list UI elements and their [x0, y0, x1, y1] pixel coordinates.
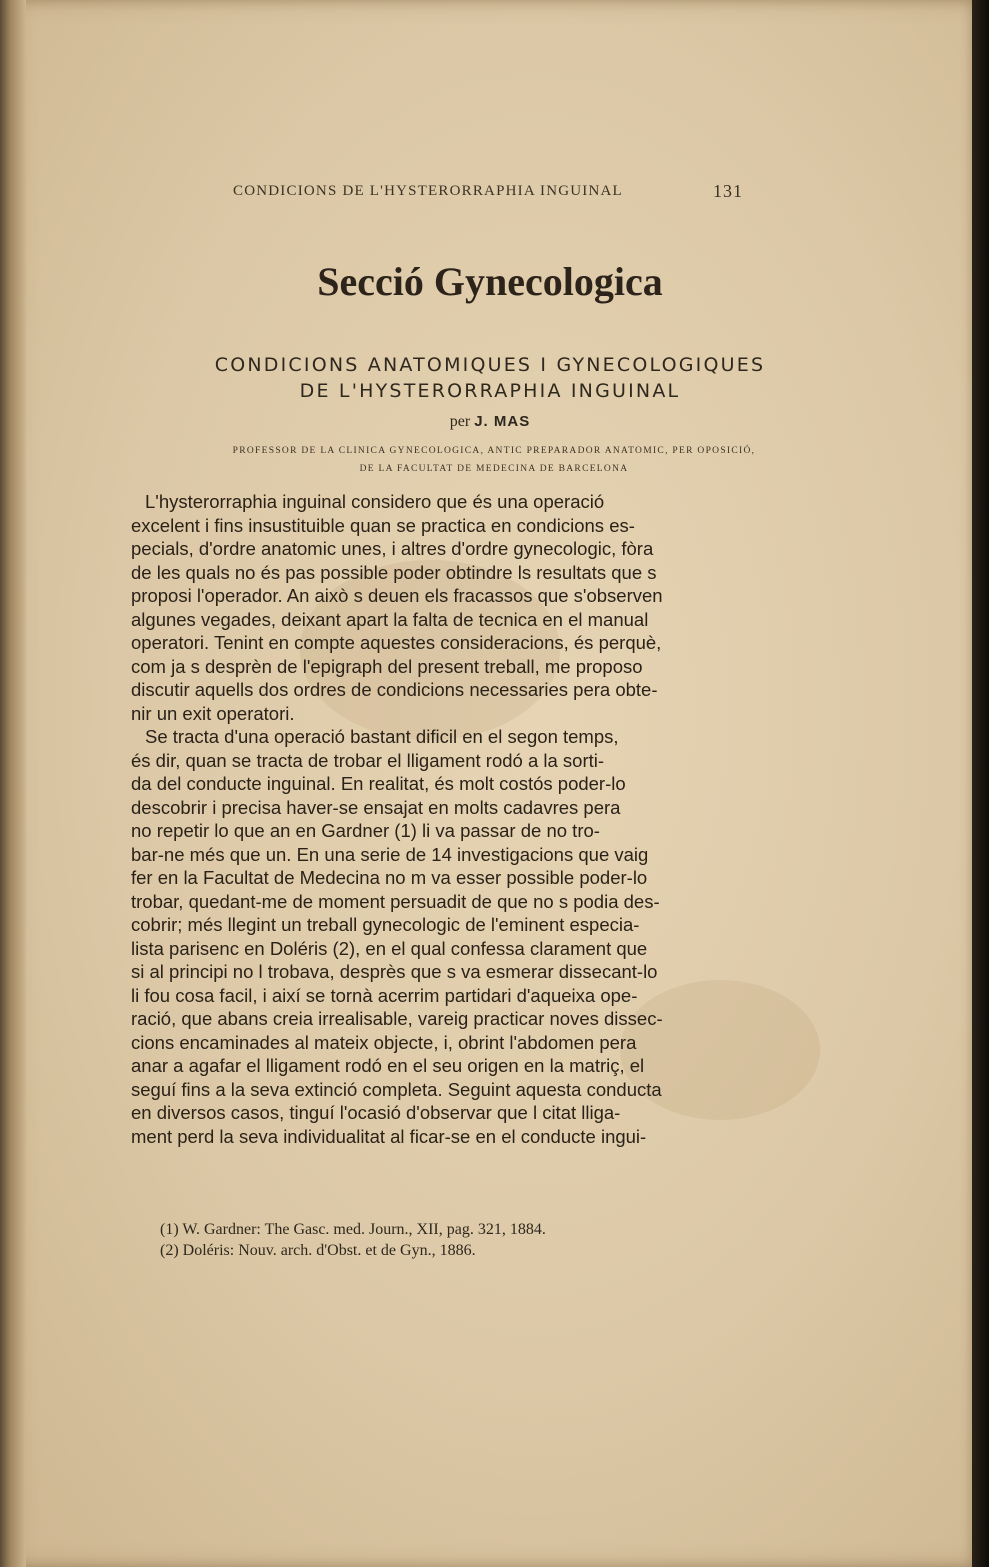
affiliation-line-1: PROFESSOR DE LA CLINICA GYNECOLOGICA, ANTIC PREPARADOR ANATOMIC, PER OPOSICIÓ, — [232, 446, 756, 456]
body-line: discutir aquells dos ordres de condicions necessaries pera obte- — [131, 679, 658, 700]
body-line: com ja s desprèn de l'epigraph del present treball, me proposo — [131, 655, 643, 677]
body-line: operatori. Tenint en compte aquestes consideracions, és perquè, — [131, 632, 662, 653]
body-line: L'hysterorraphia inguinal considero que és una operació — [145, 491, 605, 512]
body-line: seguí fins a la seva extinció completa. Seguint aquesta conducta — [131, 1078, 662, 1100]
body-line: lista parisenc en Doléris (2), en el qual confessa clarament que — [131, 937, 648, 959]
body-line: proposi l'operador. An això s deuen els fracassos que s'observen — [131, 585, 663, 606]
body-line: ració, que abans creia irrealisable, vareig practicar noves dissec- — [131, 1008, 663, 1029]
page-binding — [0, 0, 26, 1567]
body-line: descobrir i precisa haver-se ensajat en molts cadavres pera — [131, 796, 621, 818]
author-name: J. MAS — [474, 413, 531, 430]
running-head-title: CONDICIONS DE L'HYSTERORRAPHIA INGUINAL — [233, 183, 623, 199]
article-title-line-2: DE L'HYSTERORRAPHIA INGUINAL — [299, 380, 681, 402]
section-title: Secció Gynecologica — [317, 259, 663, 304]
body-line: no repetir lo que an en Gardner (1) li va passar de no tro- — [131, 820, 600, 841]
body-line: en diversos casos, tinguí l'ocasió d'observar que l citat lliga- — [131, 1102, 621, 1123]
footnotes — [160, 1219, 720, 1261]
body-line: li fou cosa facil, i així se tornà acerrim partidari d'aqueixa ope- — [131, 984, 638, 1006]
page-edge-shadow — [972, 0, 989, 1567]
body-line: si al principi no l trobava, desprès que s va esmerar dissecant-lo — [131, 961, 658, 982]
article-title-line-1: CONDICIONS ANATOMIQUES I GYNECOLOGIQUES — [214, 354, 766, 376]
body-line: fer en la Facultat de Medecina no m va esser possible poder-lo — [131, 867, 648, 888]
body-line: da del conducte inguinal. En realitat, és molt costós poder-lo — [131, 773, 626, 794]
byline-prefix: per — [449, 413, 471, 430]
body-line: algunes vegades, deixant apart la falta de tecnica en el manual — [131, 608, 649, 630]
body-line: anar a agafar el lligament rodó en el seu origen en la matriç, el — [131, 1055, 645, 1076]
byline — [120, 413, 860, 431]
affiliation-line-2: DE LA FACULTAT DE MEDECINA DE BARCELONA — [359, 464, 629, 474]
body-line: nir un exit operatori. — [131, 702, 295, 724]
running-head — [233, 183, 743, 209]
body-line: cobrir; més llegint un treball gynecologic de l'eminent especia- — [131, 914, 640, 935]
body-line: pecials, d'ordre anatomic unes, i altres d'ordre gynecologic, fòra — [131, 538, 654, 559]
body-line: és dir, quan se tracta de trobar el lligament rodó a la sorti- — [131, 749, 605, 771]
body-text — [131, 490, 727, 1148]
footnote: (2) Doléris: Nouv. arch. d'Obst. et de Gyn., 1886. — [160, 1242, 476, 1259]
page-number: 131 — [713, 181, 743, 201]
body-line: excelent i fins insustituible quan se practica en condicions es- — [131, 514, 635, 536]
footnote: (1) W. Gardner: The Gasc. med. Journ., XII, pag. 321, 1884. — [160, 1221, 546, 1238]
body-line: de les quals no és pas possible poder obtindre ls resultats que s — [131, 561, 657, 583]
body-line: bar-ne més que un. En una serie de 14 investigacions que vaig — [131, 843, 649, 865]
body-line: trobar, quedant-me de moment persuadit de que no s podia des- — [131, 890, 660, 912]
body-line: Se tracta d'una operació bastant dificil en el segon temps, — [145, 726, 619, 747]
body-line: ment perd la seva individualitat al ficar-se en el conducte ingui- — [131, 1125, 647, 1147]
body-line: cions encaminades al mateix objecte, i, obrint l'abdomen pera — [131, 1031, 637, 1053]
